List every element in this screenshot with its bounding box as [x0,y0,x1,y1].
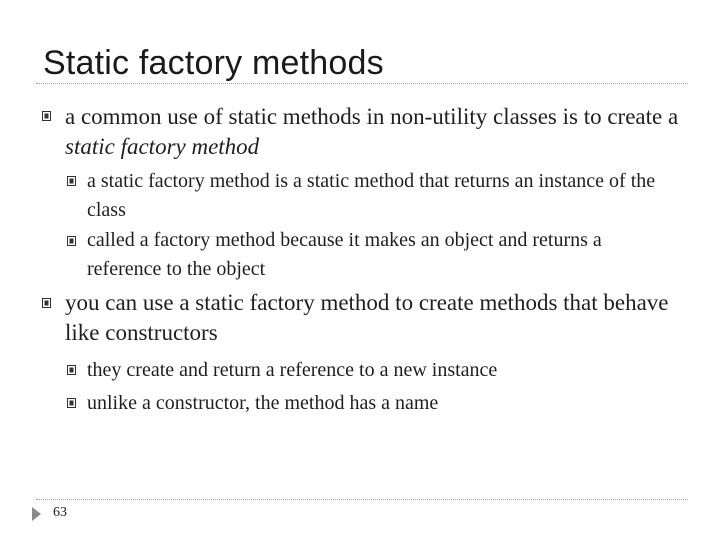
bullet-2-sub-2: unlike a constructor, the method has a name [87,392,439,414]
square-bullet-icon [42,298,52,309]
bullet-1-text: a common use of static methods in non-utility classes is to create a [65,104,679,129]
square-bullet-icon [67,176,77,187]
footer-divider [36,499,688,500]
triangle-arrow-icon [32,507,41,521]
square-bullet-icon [42,111,52,122]
bullet-1-sub-1: a static factory method is a static method that returns an instance of the class [87,170,656,221]
title-divider [36,83,688,84]
square-bullet-icon [67,236,77,247]
bullet-1-sub-2: called a factory method because it makes an object and returns a reference to the object [87,229,602,280]
square-bullet-icon [67,365,77,376]
bullet-1-italic: static factory method [65,134,260,159]
slide-title: Static factory methods [43,44,384,82]
square-bullet-icon [67,398,77,409]
bullet-2-sub-1: they create and return a reference to a new instance [87,359,498,381]
bullet-1 [65,102,685,162]
bullet-2: you can use a static factory method to create methods that behave like constructors [65,290,669,345]
page-number: 63 [53,505,67,520]
